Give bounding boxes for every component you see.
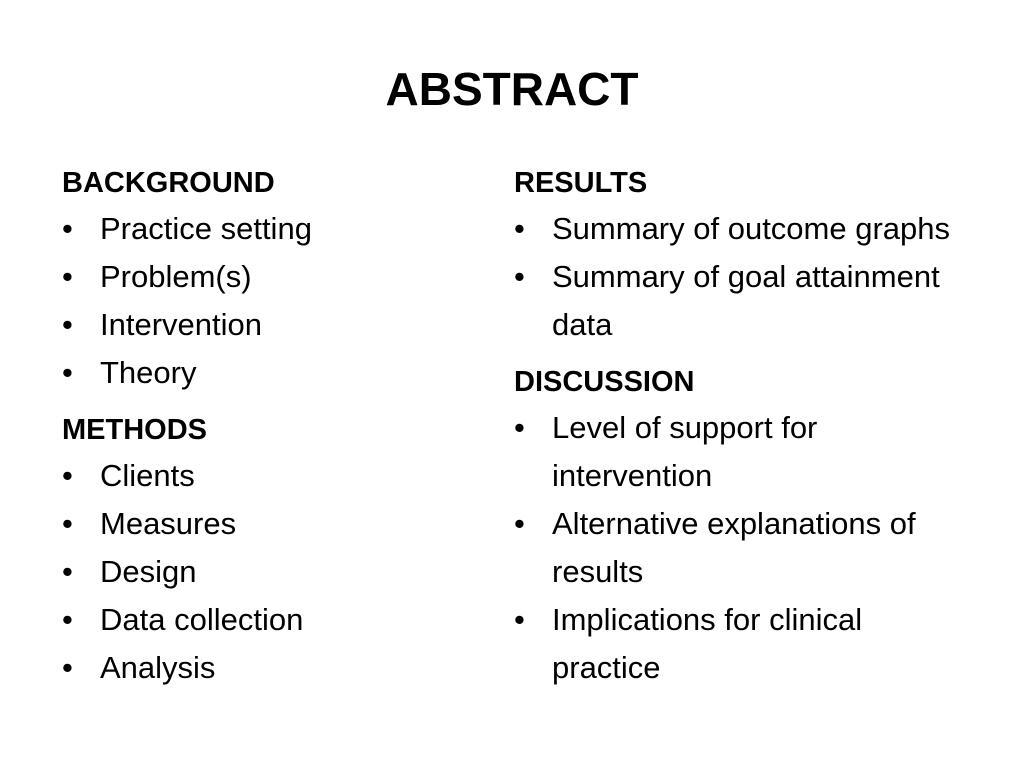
list-item: • Implications for clinical practice [514,596,964,692]
list-item: • Summary of outcome graphs [514,205,964,253]
background-list [62,205,482,397]
discussion-heading: DISCUSSION [514,366,695,398]
list-item: • Problem(s) [62,253,482,301]
list-item: • Level of support for intervention [514,404,964,500]
list-item: • Practice setting [62,205,482,253]
results-list [514,205,964,349]
list-item: • Alternative explanations of results [514,500,964,596]
list-item: • Design [62,548,482,596]
background-section [62,162,482,397]
list-item: • Measures [62,500,482,548]
list-item: • Analysis [62,644,482,692]
discussion-list [514,404,964,692]
methods-heading: METHODS [62,414,207,446]
list-item: • Intervention [62,301,482,349]
background-heading: BACKGROUND [62,167,275,199]
list-item: • Summary of goal attainment data [514,253,964,349]
list-item: • Clients [62,452,482,500]
left-column [62,162,482,704]
slide-title: ABSTRACT [385,63,639,115]
methods-section [62,409,482,692]
right-column [514,162,964,704]
list-item: • Theory [62,349,482,397]
results-heading: RESULTS [514,167,648,199]
list-item: • Data collection [62,596,482,644]
results-section [514,162,964,349]
discussion-section [514,361,964,692]
methods-list [62,452,482,692]
